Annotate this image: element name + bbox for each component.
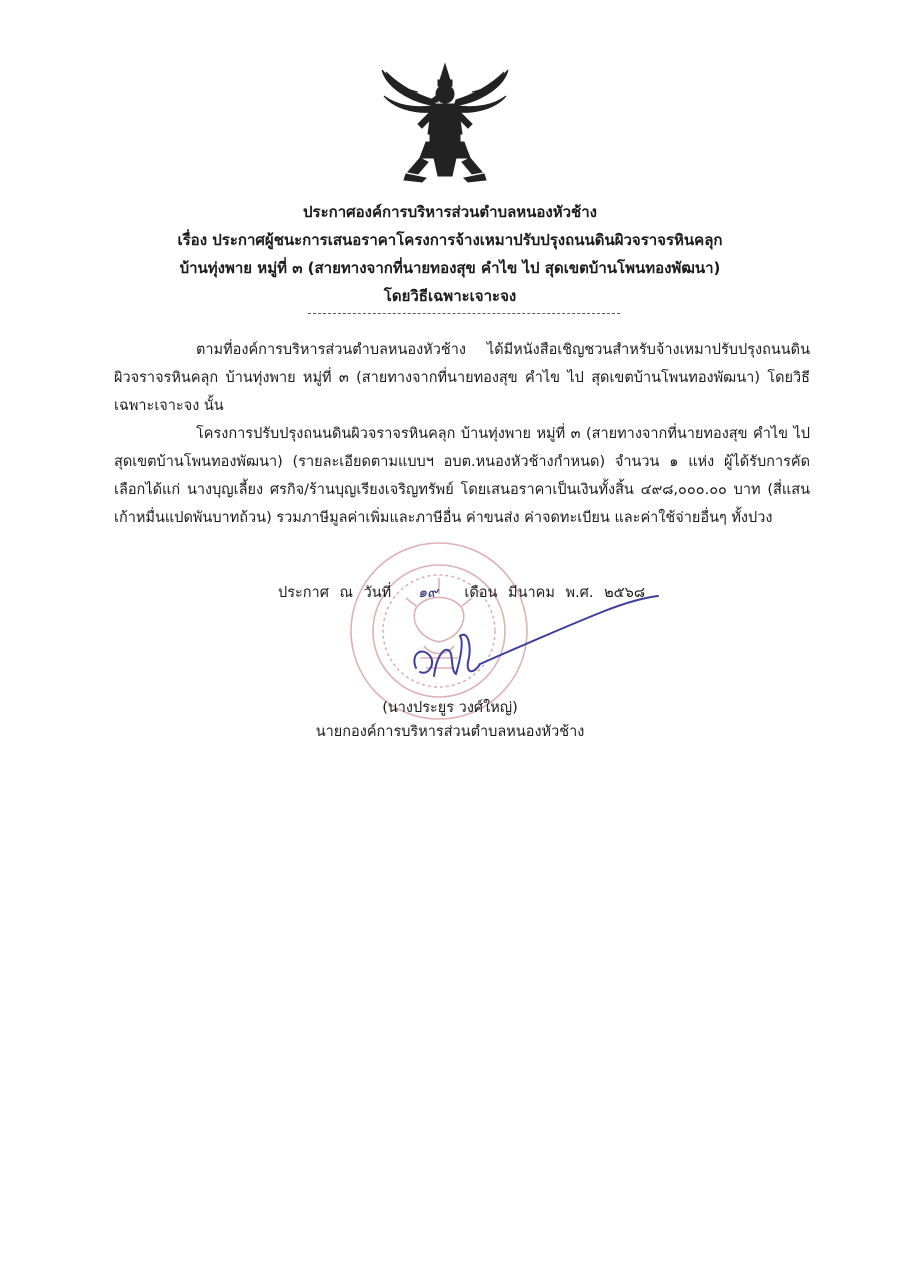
month-label: เดือน — [464, 585, 498, 601]
day-value: ๑๙ — [417, 585, 438, 601]
paragraph-text: ตามที่องค์การบริหารส่วนตำบลหนองหัวช้าง ได้มีหนังสือเชิญชวนสำหรับจ้างเหมาปรับปรุงถนนดินผิวจราจรหินคลุก บ้านทุ่งพาย หมู่ที่ ๓ (สายทางจากที่นายทองสุข คำไข ไป สุดเขตบ้านโพนทองพัฒนา) โดยวิธีเฉพาะเจาะจง นั้น — [114, 342, 810, 414]
announce-label: ประกาศ — [278, 585, 329, 601]
announcement-method: โดยวิธีเฉพาะเจาะจง — [383, 287, 517, 305]
at-label: ณ — [339, 585, 353, 601]
day-label: วันที่ — [363, 585, 392, 601]
body-paragraph-1 — [114, 336, 810, 420]
header-divider — [308, 313, 620, 314]
paragraph-text: โครงการปรับปรุงถนนดินผิวจราจรหินคลุก บ้านทุ่งพาย หมู่ที่ ๓ (สายทางจากที่นายทองสุข คำไข ไป สุดเขตบ้านโพนทองพัฒนา) (รายละเอียดตามแบบฯ อบต.หนองหัวช้างกำหนด) จำนวน ๑ แห่ง ผู้ได้รับการคัดเลือกได้แก่ นางบุญเลี้ยง ศรกิจ/ร้านบุญเรียงเจริญทรัพย์ โดยเสนอราคาเป็นเงินทั้งสิ้น ๔๙๘,๐๐๐.๐๐ บาท (สี่แสนเก้าหมื่นแปดพันบาทถ้วน) รวมภาษีมูลค่าเพิ่มและภาษีอื่น ค่าขนส่ง ค่าจดทะเบียน และค่าใช้จ่ายอื่นๆ ทั้งปวง — [114, 426, 810, 526]
body-paragraph-2 — [114, 420, 810, 532]
year-label: พ.ศ. — [565, 585, 594, 601]
year-value: ๒๕๖๘ — [604, 585, 646, 601]
announcement-subject-location: บ้านทุ่งพาย หมู่ที่ ๓ (สายทางจากที่นายทองสุข คำไข ไป สุดเขตบ้านโพนทองพัฒนา) — [179, 259, 721, 277]
month-value: มีนาคม — [508, 585, 555, 601]
signer-title: นายกองค์การบริหารส่วนตำบลหนองหัวช้าง — [315, 724, 585, 740]
garuda-emblem-icon — [378, 62, 512, 184]
announcement-title: ประกาศองค์การบริหารส่วนตำบลหนองหัวช้าง — [303, 203, 597, 221]
handwritten-signature — [402, 590, 662, 690]
signer-name: (นางประยูร วงศ์ใหญ่) — [382, 700, 518, 716]
announcement-subject: เรื่อง ประกาศผู้ชนะการเสนอราคาโครงการจ้างเหมาปรับปรุงถนนดินผิวจราจรหินคลุก — [177, 231, 723, 249]
